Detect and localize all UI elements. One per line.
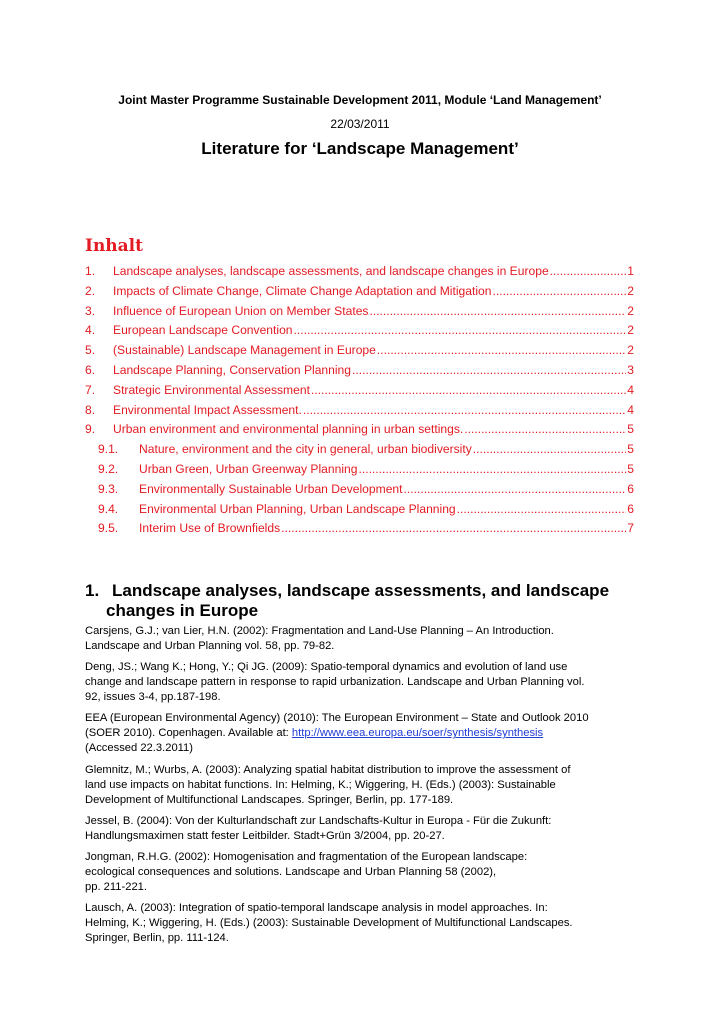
toc-entry-number: 9.1.: [98, 442, 119, 457]
toc-entry-page: 4: [627, 402, 634, 417]
toc-entry-label: (Sustainable) Landscape Management in Europe: [113, 343, 376, 358]
toc-entry-9-5[interactable]: [85, 521, 634, 541]
toc-entry-number: 9.: [85, 422, 96, 437]
reference-entry: [85, 901, 645, 946]
reference-line: Jongman, R.H.G. (2002): Homogenisation and fragmentation of the European landscape:: [85, 850, 528, 863]
reference-entry: [85, 711, 645, 756]
toc-entry-label: Environmentally Sustainable Urban Development: [139, 481, 403, 496]
reference-line-with-link: [85, 726, 645, 741]
toc-entry-3[interactable]: [85, 304, 634, 324]
document-date: 22/03/2011: [330, 117, 390, 131]
reference-line: 92, issues 3-4, pp.187-198.: [85, 691, 221, 704]
programme-header: Joint Master Programme Sustainable Development 2011, Module ‘Land Management’: [118, 93, 602, 107]
toc-entry-7[interactable]: [85, 383, 634, 403]
toc-entry-number: 9.5.: [98, 521, 119, 536]
reference-line: Development of Multifunctional Landscapes. Springer, Berlin, pp. 177-189.: [85, 793, 454, 806]
toc-entry-label: Urban Green, Urban Greenway Planning: [139, 461, 358, 476]
table-of-contents: [85, 264, 634, 541]
toc-entry-9-4[interactable]: [85, 502, 634, 522]
toc-entry-8[interactable]: [85, 403, 634, 423]
section-title-line: changes in Europe: [106, 601, 259, 620]
toc-entry-page: 2: [627, 303, 634, 318]
toc-entry-4[interactable]: [85, 323, 634, 343]
reference-line: Glemnitz, M.; Wurbs, A. (2003): Analyzing spatial habitat distribution to improve the assessment of: [85, 763, 571, 776]
reference-line: Carsjens, G.J.; van Lier, H.N. (2002): Fragmentation and Land-Use Planning – An Introduction.: [85, 625, 554, 637]
toc-entry-number: 3.: [85, 303, 96, 318]
reference-line: Landscape and Urban Planning vol. 58, pp. 79-82.: [85, 640, 335, 652]
reference-text: (SOER 2010). Copenhagen. Available at:: [85, 727, 292, 740]
toc-entry-number: 8.: [85, 402, 96, 417]
reference-line: Handlungsmaximen statt fester Leitbilder. Stadt+Grün 3/2004, pp. 20-27.: [85, 829, 445, 842]
reference-line: ecological consequences and solutions. Landscape and Urban Planning 58 (2002),: [85, 865, 497, 878]
toc-leader-dots: [473, 442, 627, 456]
toc-leader-dots: [281, 521, 626, 535]
reference-line: land use impacts on habitat functions. In: Helming, K.; Wiggering, H. (Eds.) (2003): Sustainable: [85, 778, 556, 791]
toc-leader-dots: [464, 422, 626, 436]
toc-entry-page: 3: [627, 362, 634, 377]
toc-entry-number: 4.: [85, 323, 96, 338]
reference-line: (Accessed 22.3.2011): [85, 742, 194, 755]
toc-entry-label: Landscape analyses, landscape assessments, and landscape changes in Europe: [113, 264, 549, 278]
reference-entry: [85, 814, 645, 844]
toc-entry-page: 7: [627, 521, 634, 536]
toc-entry-label: Landscape Planning, Conservation Planning: [113, 362, 352, 377]
toc-entry-page: 5: [627, 422, 634, 437]
toc-leader-dots: [457, 502, 627, 516]
toc-entry-label: Nature, environment and the city in general, urban biodiversity: [139, 442, 472, 457]
toc-entry-9-1[interactable]: [85, 442, 634, 462]
section-title-line: Landscape analyses, landscape assessments, and landscape: [112, 581, 610, 600]
toc-leader-dots: [352, 363, 626, 377]
toc-entry-label: European Landscape Convention: [113, 323, 293, 338]
toc-leader-dots: [404, 482, 627, 496]
toc-entry-page: 1: [627, 264, 634, 278]
toc-entry-label: Interim Use of Brownfields: [139, 521, 281, 536]
toc-entry-6[interactable]: [85, 363, 634, 383]
toc-leader-dots: [369, 304, 626, 318]
reference-line: EEA (European Environmental Agency) (2010): The European Environment – State and Outlook 2010: [85, 712, 589, 725]
toc-entry-page: 6: [627, 501, 634, 516]
toc-entry-page: 5: [627, 461, 634, 476]
reference-link[interactable]: http://www.eea.europa.eu/soer/synthesis/synthesis: [291, 727, 544, 740]
reference-entry: [85, 660, 645, 705]
toc-entry-number: 9.2.: [98, 461, 119, 476]
toc-entry-number: 7.: [85, 382, 96, 397]
reference-line: Helming, K.; Wiggering, H. (Eds.) (2003): Sustainable Development of Multifunctional Landscapes.: [85, 917, 573, 930]
toc-entry-9-2[interactable]: [85, 462, 634, 482]
toc-entry-2[interactable]: [85, 284, 634, 304]
reference-line: Lausch, A. (2003): Integration of spatio-temporal landscape analysis in model approaches. In:: [85, 902, 548, 915]
toc-entry-page: 2: [627, 323, 634, 338]
toc-entry-number: 5.: [85, 343, 96, 358]
reference-line: Jessel, B. (2004): Von der Kulturlandschaft zur Landschafts-Kultur in Europa - Für die Zukunft:: [85, 814, 552, 827]
toc-entry-page: 6: [627, 481, 634, 496]
toc-entry-label: Environmental Urban Planning, Urban Landscape Planning: [139, 501, 456, 516]
toc-entry-number: 6.: [85, 362, 96, 377]
toc-leader-dots: [550, 264, 627, 278]
toc-entry-1[interactable]: [85, 264, 634, 284]
toc-entry-9-3[interactable]: [85, 482, 634, 502]
reference-line: Springer, Berlin, pp. 111-124.: [85, 932, 229, 945]
reference-entry: [85, 763, 645, 808]
toc-heading: Inhalt: [85, 236, 143, 256]
toc-entry-9[interactable]: [85, 422, 634, 442]
toc-leader-dots: [377, 343, 626, 357]
toc-entry-5[interactable]: [85, 343, 634, 363]
toc-entry-label: Environmental Impact Assessment.: [113, 402, 302, 417]
reference-line: pp. 211-221.: [85, 880, 147, 893]
toc-entry-page: 4: [627, 382, 634, 397]
toc-entry-number: 2.: [85, 283, 96, 298]
toc-leader-dots: [294, 323, 627, 337]
toc-leader-dots: [311, 383, 626, 397]
toc-entry-label: Strategic Environmental Assessment: [113, 382, 310, 397]
section-number: 1.: [85, 581, 100, 600]
section-1-heading: [85, 581, 645, 621]
toc-leader-dots: [303, 403, 626, 417]
toc-entry-label: Influence of European Union on Member States: [113, 303, 369, 318]
toc-entry-number: 9.4.: [98, 501, 119, 516]
toc-entry-page: 2: [627, 343, 634, 358]
toc-leader-dots: [492, 284, 626, 298]
toc-leader-dots: [358, 462, 626, 476]
reference-entry: [85, 624, 645, 654]
toc-entry-page: 5: [627, 442, 634, 457]
reference-line: Deng, JS.; Wang K.; Hong, Y.; Qi JG. (2009): Spatio-temporal dynamics and evolution of land use: [85, 661, 568, 674]
toc-entry-page: 2: [627, 283, 634, 298]
toc-entry-label: Urban environment and environmental planning in urban settings.: [113, 422, 464, 437]
reference-list: [85, 624, 645, 952]
toc-entry-number: 1.: [85, 264, 96, 278]
document-title: Literature for ‘Landscape Management’: [201, 139, 519, 158]
toc-entry-label: Impacts of Climate Change, Climate Change Adaptation and Mitigation: [113, 283, 492, 298]
reference-entry: [85, 850, 645, 895]
toc-entry-number: 9.3.: [98, 481, 119, 496]
reference-line: change and landscape pattern in response to rapid urbanization. Landscape and Urban Planning vol.: [85, 676, 585, 689]
